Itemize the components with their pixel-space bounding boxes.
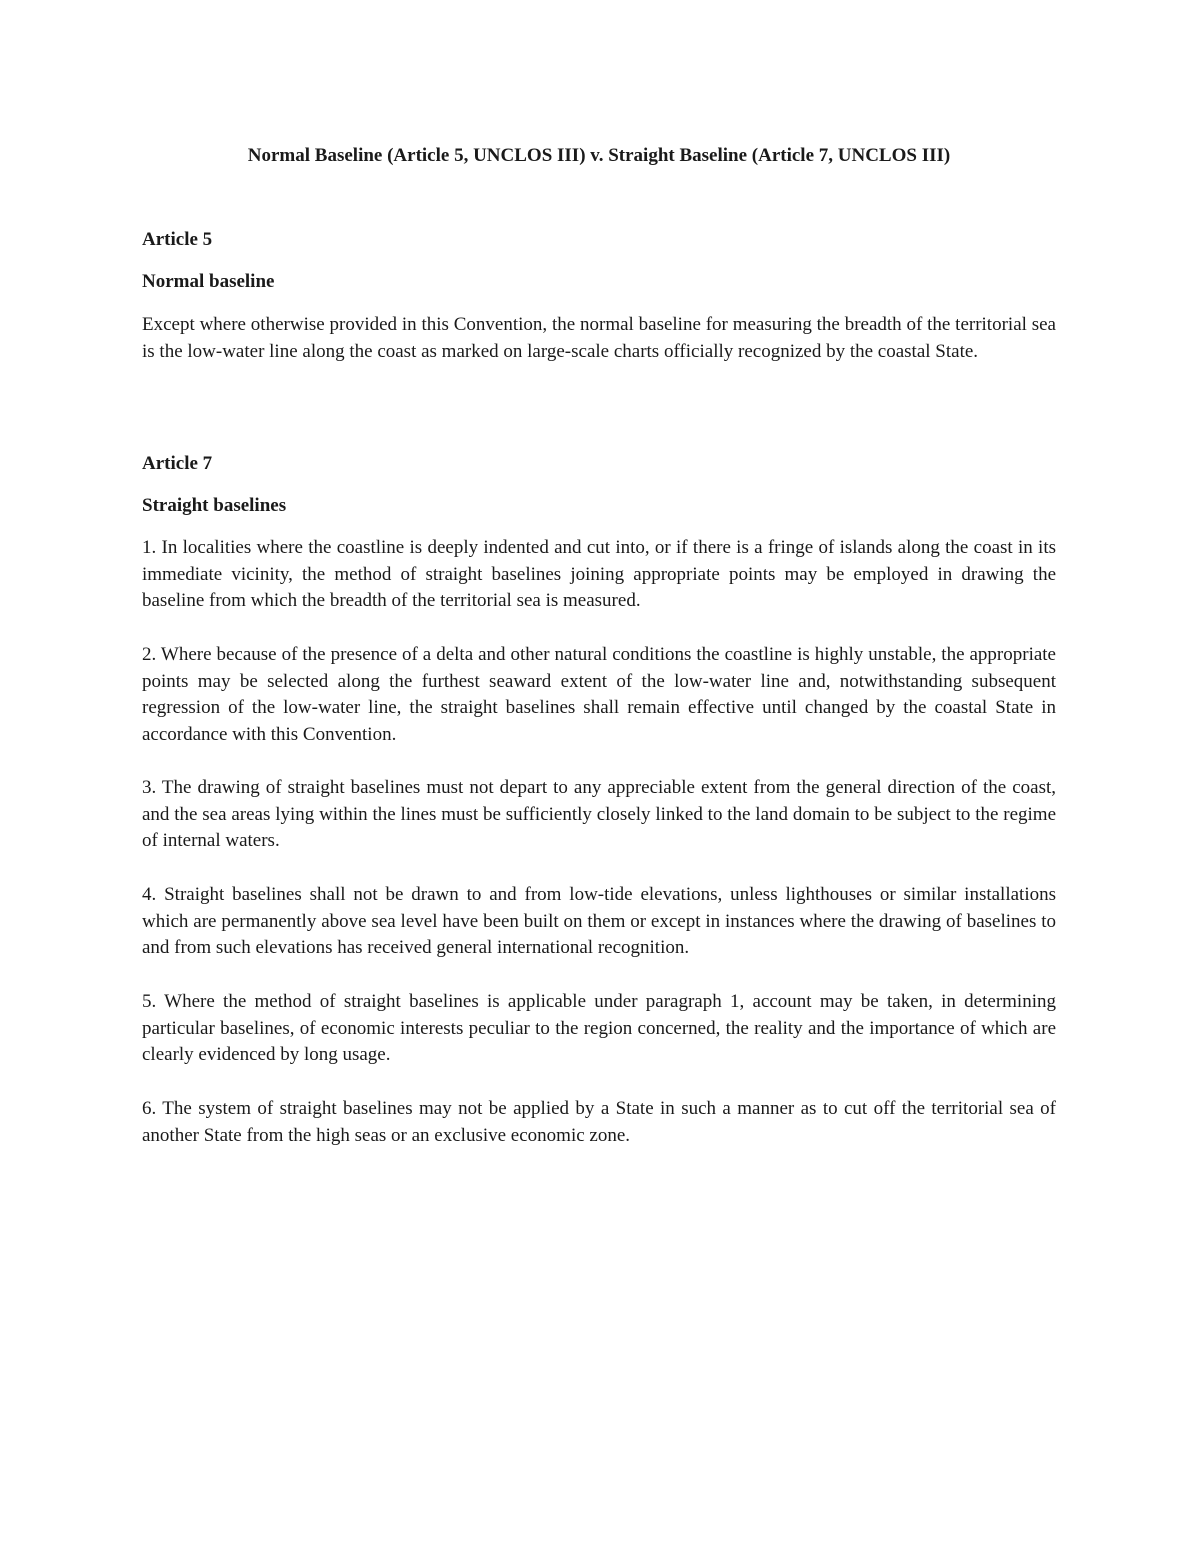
article-5-body: Except where otherwise provided in this Convention, the normal baseline for measuring the breadth of the territorial sea is the low-water line along the coast as marked on large-scale charts officially recognized by the coastal State. bbox=[142, 314, 1056, 362]
article-7-paragraph-4: 4. Straight baselines shall not be drawn to and from low-tide elevations, unless lighthouses or similar installations which are permanently above sea level have been built on them or except in instances where the drawing of baselines to and from such elevations has received general international recognition. bbox=[142, 884, 1056, 959]
article-5-number: Article 5 bbox=[142, 229, 213, 250]
article-7-paragraph-5: 5. Where the method of straight baselines is applicable under paragraph 1, account may be taken, in determining particular baselines, of economic interests peculiar to the region concerned, the reality and the importance of which are clearly evidenced by long usage. bbox=[142, 991, 1056, 1066]
article-7-paragraph-6: 6. The system of straight baselines may not be applied by a State in such a manner as to cut off the territorial sea of another State from the high seas or an exclusive economic zone. bbox=[142, 1098, 1056, 1146]
article-7-paragraph-3: 3. The drawing of straight baselines must not depart to any appreciable extent from the general direction of the coast, and the sea areas lying within the lines must be sufficiently closely linked to the land domain to be subject to the regime of internal waters. bbox=[142, 777, 1056, 852]
document-title: Normal Baseline (Article 5, UNCLOS III) v. Straight Baseline (Article 7, UNCLOS III) bbox=[247, 145, 951, 166]
article-7-number: Article 7 bbox=[142, 453, 213, 474]
article-7-paragraph-2: 2. Where because of the presence of a delta and other natural conditions the coastline is highly unstable, the appropriate points may be selected along the furthest seaward extent of the low-water line and, notwithstanding subsequent regression of the low-water line, the straight baselines shall remain effective until changed by the coastal State in accordance with this Convention. bbox=[142, 644, 1056, 746]
article-7-heading: Straight baselines bbox=[142, 495, 287, 516]
article-7-paragraph-1: 1. In localities where the coastline is deeply indented and cut into, or if there is a fringe of islands along the coast in its immediate vicinity, the method of straight baselines joining appropriate points may be employed in drawing the baseline from which the breadth of the territorial sea is measured. bbox=[142, 537, 1056, 612]
article-5-heading: Normal baseline bbox=[142, 271, 275, 292]
